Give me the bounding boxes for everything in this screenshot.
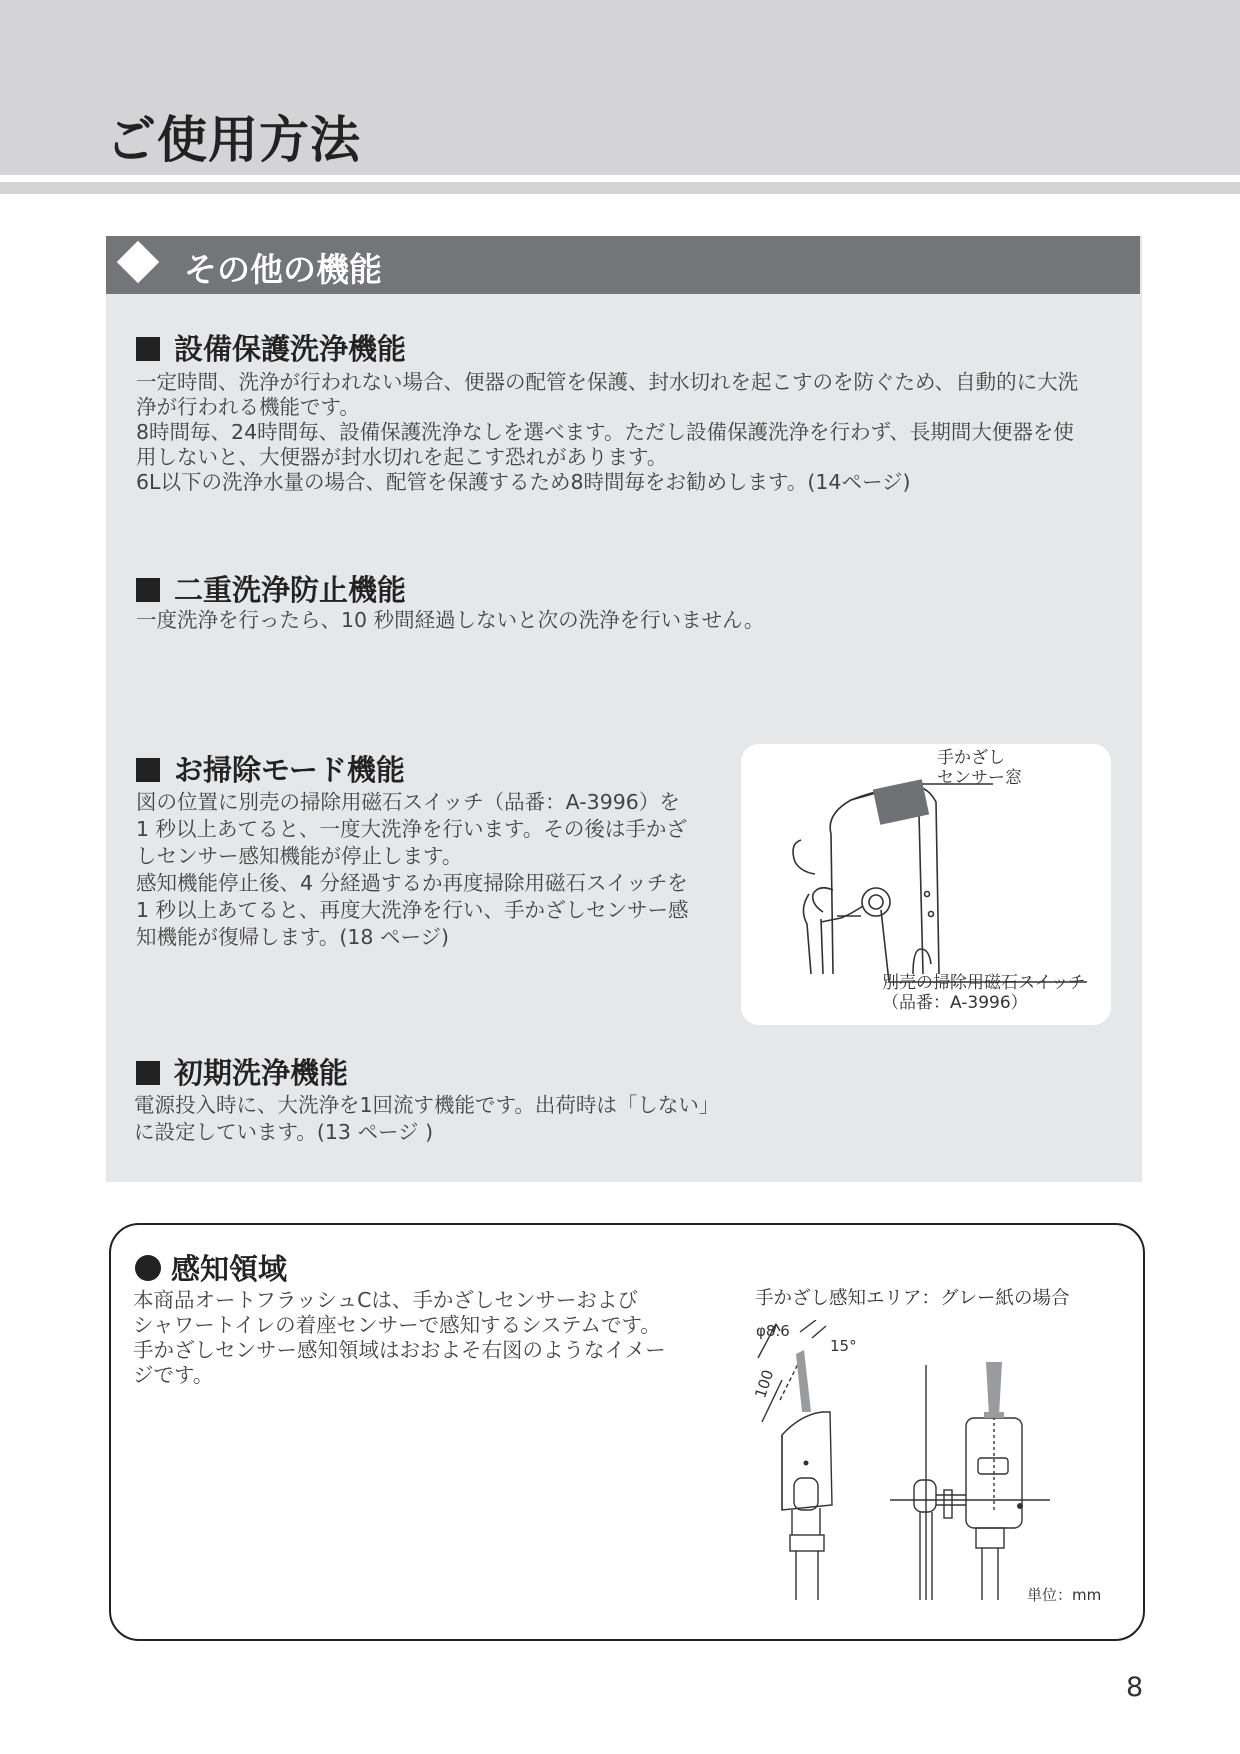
feature-heading: 設備保護洗浄機能: [136, 327, 406, 368]
page-title: ご使用方法: [106, 111, 361, 169]
square-bullet-icon: [136, 1061, 160, 1085]
square-bullet-icon: [136, 578, 160, 602]
length-label: 100: [751, 1367, 778, 1401]
sensing-cone-front: [986, 1362, 1002, 1416]
diagram-caption: 手かざし感知エリア：グレー紙の場合: [755, 1288, 1070, 1309]
header-stripe: [0, 182, 1240, 194]
feature-description: 一度洗浄を行ったら、10 秒間経過しないと次の洗浄を行いません。: [136, 608, 765, 632]
feature-heading: お掃除モード機能: [136, 748, 405, 789]
sensing-title: 感知領域: [171, 1252, 288, 1286]
header-divider: [0, 176, 1240, 180]
sensing-area-diagram: [740, 1320, 1120, 1620]
unit-label: 単位：mm: [1027, 1586, 1102, 1604]
square-bullet-icon: [136, 758, 160, 782]
sensor-window-icon: [873, 779, 929, 825]
diameter-label: φ8.6: [756, 1322, 790, 1340]
sensing-cone-side: [796, 1350, 811, 1412]
circle-bullet-icon: [135, 1255, 161, 1281]
cleaning-mode-illustration: [741, 744, 1111, 1025]
feature-heading: 初期洗浄機能: [136, 1051, 348, 1092]
section-title: その他の機能: [184, 250, 382, 289]
feature-heading: 二重洗浄防止機能: [136, 568, 406, 609]
sensing-description: 本商品オートフラッシュCは、手かざしセンサーおよび シャワートイレの着座センサーで感知するシステムです。 手かざしセンサー感知領域はおおよそ右図のようなイメー ジです。: [133, 1288, 666, 1387]
feature-description: 電源投入時に、大洗浄を1回流す機能です。出荷時は「しない」 に設定しています。(13 ページ ): [134, 1093, 720, 1144]
page-number: 8: [1126, 1672, 1144, 1703]
feature-description: 図の位置に別売の掃除用磁石スイッチ（品番：A-3996）を 1 秒以上あてると、一度大洗浄を行います。その後は手かざ しセンサー感知機能が停止します。 感知機能停止後、4 分経過するか再度掃除用磁石スイッチを 1 秒以上あてると、再度大洗浄を行い、手かざしセンサー感 知機能が復帰します。(18 ページ): [136, 790, 689, 949]
sensor-window-label: 手かざし センサー窓: [937, 748, 1022, 788]
square-bullet-icon: [136, 337, 160, 361]
switch-label: 別売の掃除用磁石スイッチ （品番：A-3996）: [882, 973, 1086, 1013]
feature-description: 一定時間、洗浄が行われない場合、便器の配管を保護、封水切れを起こすのを防ぐため、自動的に大洗 浄が行われる機能です。 8時間毎、24時間毎、設備保護洗浄なしを選べます。ただし設備保護洗浄を行わず、長期間大便器を使 用しないと、大便器が封水切れを起こす恐れがあります。 6L以下の洗浄水量の場合、配管を保護するため8時間毎をお勧めします。(14ページ): [136, 370, 1079, 494]
angle-label: 15°: [830, 1337, 857, 1355]
